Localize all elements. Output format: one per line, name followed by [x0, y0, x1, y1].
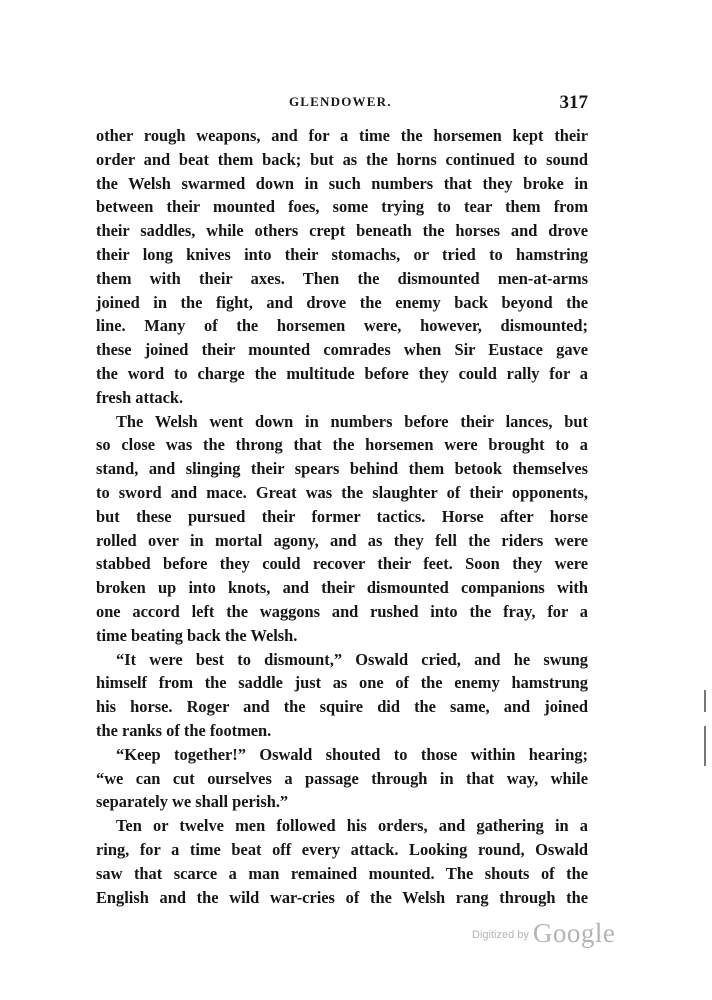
- text-line: ring, for a time beat off every attack. Looking round, Oswald: [96, 839, 588, 859]
- text-line: line. Many of the horsemen were, however, dismounted;: [96, 316, 588, 336]
- digitized-watermark: [472, 918, 615, 949]
- scan-edge-mark: [704, 690, 706, 712]
- text-line: The Welsh went down in numbers before their lances, but: [116, 411, 588, 431]
- text-line: separately we shall perish.”: [96, 792, 289, 812]
- watermark-prefix: Digitized by: [472, 929, 529, 941]
- text-line: the word to charge the multitude before they could rally for a: [96, 363, 588, 383]
- text-line: English and the wild war-cries of the Welsh rang through the: [96, 887, 588, 907]
- running-header: [96, 92, 588, 116]
- text-line: Ten or twelve men followed his orders, and gathering in a: [116, 816, 588, 836]
- text-line: saw that scarce a man remained mounted. The shouts of the: [96, 863, 588, 883]
- text-line: “It were best to dismount,” Oswald cried, and he swung: [116, 649, 588, 669]
- text-line: stabbed before they could recover their feet. Soon they were: [96, 554, 588, 574]
- text-line: these joined their mounted comrades when Sir Eustace gave: [96, 340, 588, 360]
- scan-edge-mark: [704, 726, 706, 766]
- text-line: other rough weapons, and for a time the horsemen kept their: [96, 126, 588, 145]
- watermark-brand: Google: [532, 918, 616, 948]
- text-line: between their mounted foes, some trying to tear them from: [96, 197, 588, 217]
- text-line: fresh attack.: [96, 387, 184, 407]
- text-line: his horse. Roger and the squire did the same, and joined: [96, 697, 588, 717]
- text-line: “we can cut ourselves a passage through in that way, while: [96, 768, 588, 788]
- text-line: time beating back the Welsh.: [96, 625, 298, 645]
- page-number: 317: [559, 92, 588, 113]
- text-line: himself from the saddle just as one of the enemy hamstrung: [96, 673, 588, 693]
- text-line: joined in the fight, and drove the enemy back beyond the: [96, 292, 588, 312]
- text-line: rolled over in mortal agony, and as they fell the riders were: [96, 530, 588, 550]
- text-line: one accord left the waggons and rushed into the fray, for a: [96, 601, 588, 621]
- text-line: to sword and mace. Great was the slaughter of their opponents,: [96, 482, 588, 502]
- text-line: them with their axes. Then the dismounted men-at-arms: [96, 268, 588, 288]
- text-line: the ranks of the footmen.: [96, 720, 272, 740]
- text-line: “Keep together!” Oswald shouted to those within hearing;: [116, 744, 588, 764]
- text-line: the Welsh swarmed down in such numbers that they broke in: [96, 173, 588, 193]
- text-line: broken up into knots, and their dismounted companions with: [96, 578, 588, 598]
- running-title: GLENDOWER.: [289, 94, 392, 109]
- text-line: their saddles, while others crept beneath the horses and drove: [96, 221, 588, 241]
- text-line: order and beat them back; but as the horns continued to sound: [96, 149, 588, 169]
- body-text: [96, 124, 588, 909]
- text-line: their long knives into their stomachs, or tried to hamstring: [96, 244, 588, 264]
- text-line: stand, and slinging their spears behind them betook themselves: [96, 459, 588, 479]
- text-line: so close was the throng that the horsemen were brought to a: [96, 435, 588, 455]
- text-line: but these pursued their former tactics. Horse after horse: [96, 506, 588, 526]
